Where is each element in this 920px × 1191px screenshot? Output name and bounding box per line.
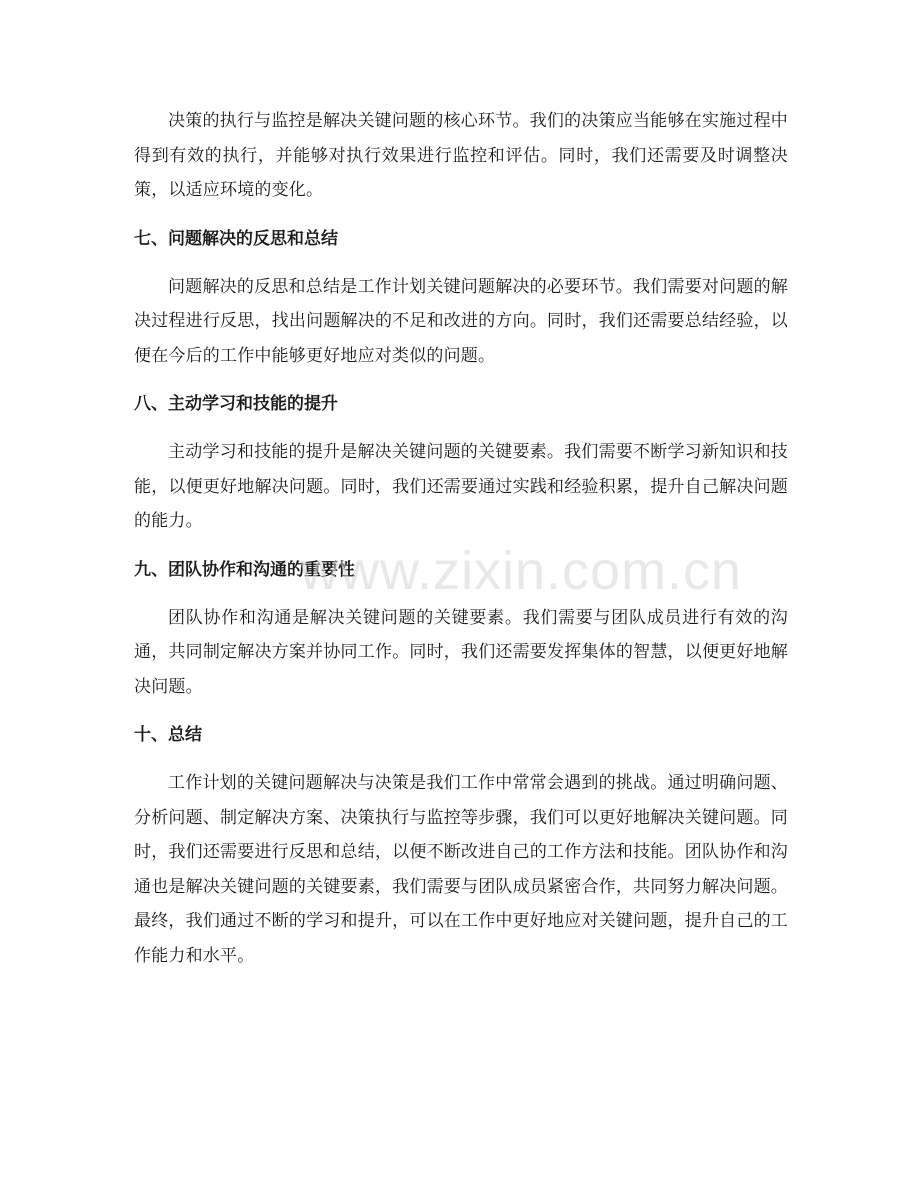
watermark-text: www.zixin.com.cn [300, 541, 743, 601]
heading-team-collaboration: 九、团队协作和沟通的重要性 [134, 559, 355, 580]
heading-reflection-summary: 七、问题解决的反思和总结 [134, 228, 338, 249]
paragraph-team-collaboration: 团队协作和沟通是解决关键问题的关键要素。我们需要与团队成员进行有效的沟通，共同制定解决方案并协同工作。同时，我们还需要发挥集体的智慧，以便更好地解决问题。 [134, 607, 788, 697]
paragraph-conclusion: 工作计划的关键问题解决与决策是我们工作中常常会遇到的挑战。通过明确问题、分析问题、制定解决方案、决策执行与监控等步骤，我们可以更好地解决关键问题。同时，我们还需要进行反思和总结，以便不断改进自己的工作方法和技能。团队协作和沟通也是解决关键问题的关键要素，我们需要与团队成员紧密合作，共同努力解决问题。最终，我们通过不断的学习和提升，可以在工作中更好地应对关键问题，提升自己的工作能力和水平。 [134, 773, 788, 966]
paragraph-active-learning: 主动学习和技能的提升是解决关键问题的关键要素。我们需要不断学习新知识和技能，以便更好地解决问题。同时，我们还需要通过实践和经验积累，提升自己解决问题的能力。 [134, 442, 788, 531]
paragraph-reflection-summary: 问题解决的反思和总结是工作计划关键问题解决的必要环节。我们需要对问题的解决过程进行反思，找出问题解决的不足和改进的方向。同时，我们还需要总结经验，以便在今后的工作中能够更好地应对类似的问题。 [134, 276, 788, 366]
heading-active-learning: 八、主动学习和技能的提升 [134, 394, 338, 414]
heading-conclusion: 十、总结 [134, 725, 202, 745]
paragraph-decision-execution: 决策的执行与监控是解决关键问题的核心环节。我们的决策应当能够在实施过程中得到有效的执行，并能够对执行效果进行监控和评估。同时，我们还需要及时调整决策，以适应环境的变化。 [134, 111, 788, 200]
document-body [134, 104, 788, 973]
